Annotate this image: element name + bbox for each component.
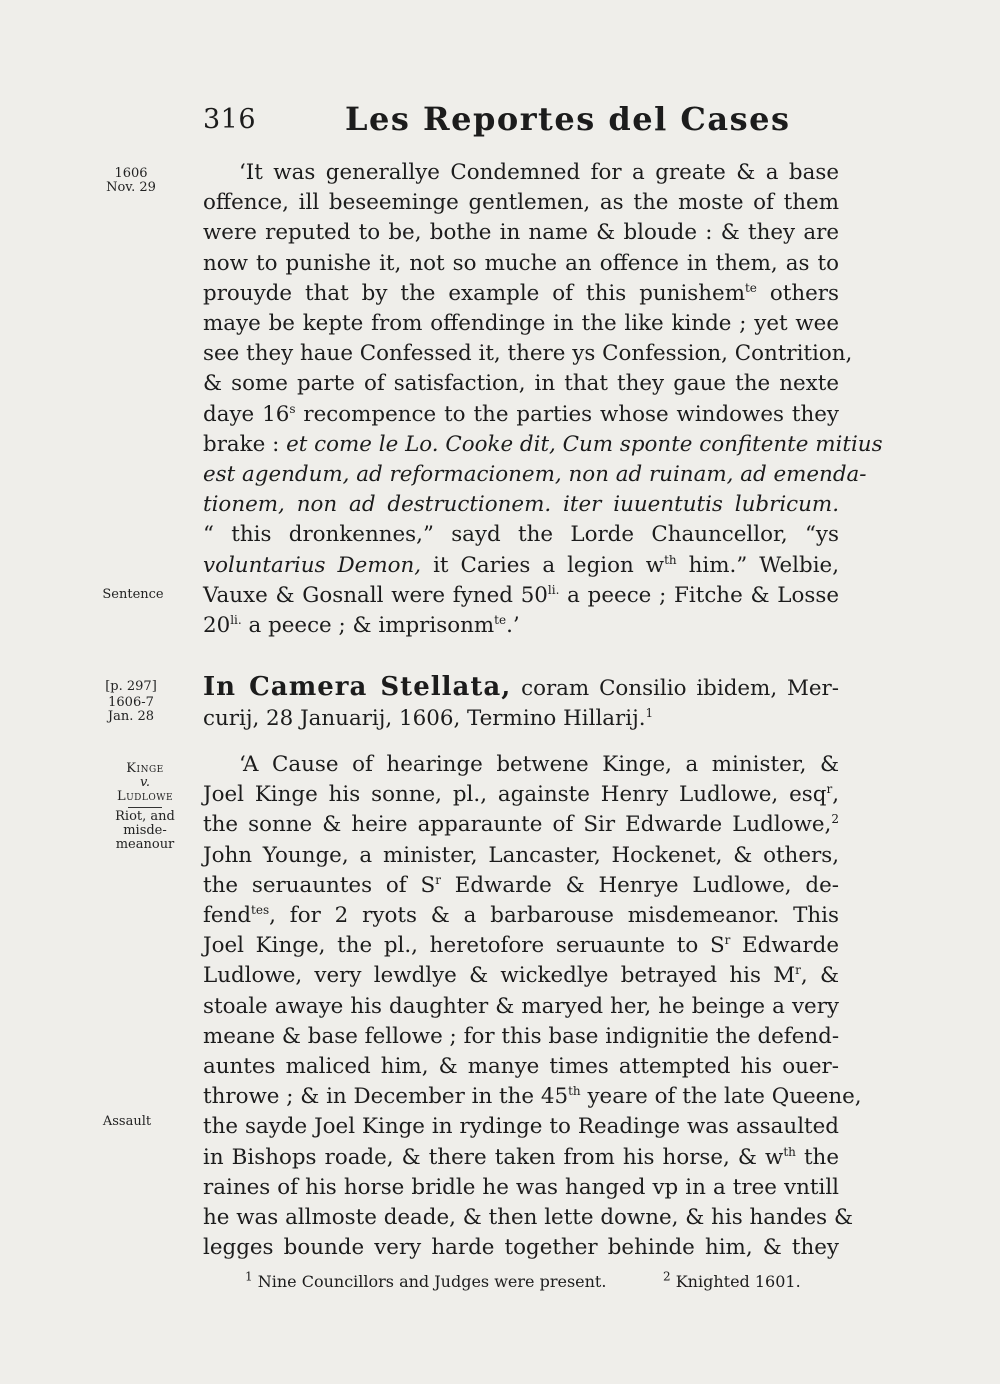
text-line: see they haue Confessed it, there ys Confession, Contrition, <box>203 341 853 367</box>
text-line: Joel Kinge, the pl., heretofore seruaunte to $S^r$ Edwarde <box>203 933 839 959</box>
margin-date-2 <box>86 680 176 724</box>
text-line: Joel Kinge his sonne, pl., againste Henry Ludlowe, esq$^r$, <box>203 782 839 808</box>
margin-assault-label: Assault <box>102 1114 152 1129</box>
text-line: now to punishe it, not so muche an offence in them, as to <box>203 250 839 276</box>
text-line: curij, 28 Januarij, 1606, Termino Hillarij.$^1$ <box>203 706 654 732</box>
text-line: John Younge, a minister, Lancaster, Hockenet, & others, <box>203 842 839 868</box>
text-line: maye be kepte from offendinge in the like kinde ; yet wee <box>203 311 839 337</box>
margin-year: 1606-7 <box>108 695 154 710</box>
text-line: $20^{li.}$ a peece ; & imprisonm$^{te}$.’ <box>203 612 520 639</box>
text-line: offence, ill beseeminge gentlemen, as the moste of them <box>203 190 839 216</box>
margin-topic: Riot, and <box>115 809 175 824</box>
text-line: legges bounde very harde together behinde him, & they <box>203 1235 839 1261</box>
paragraph-2 <box>203 750 862 1263</box>
text-line: “ this dronkennes,” sayd the Lorde Chauncellor, “ys <box>203 522 839 548</box>
paragraph-1 <box>203 158 883 641</box>
margin-assault <box>82 1115 172 1129</box>
margin-topic: meanour <box>115 837 175 852</box>
text-line: meane & base fellowe ; for this base indignitie the defend- <box>203 1023 840 1049</box>
text-line: the sonne & heire apparaunte of Sir Edwarde Ludlowe,$^2$ <box>203 812 839 838</box>
text-line: voluntarius Demon, it Caries a legion $w^{th}$ him.” Welbie, <box>203 552 840 578</box>
text-line: throwe ; & in December in the 45th yeare of the late Queene, <box>203 1084 862 1110</box>
text-line: he was allmoste deade, & then lette downe, & his handes & <box>203 1205 853 1231</box>
text-line: In Camera Stellata, coram Consilio ibidem, Mer- <box>203 672 839 702</box>
text-line: daye 16$^s$ recompence to the parties whose windowes they <box>203 401 839 427</box>
text-line: est agendum, ad reformacionem, non ad ruinam, ad emenda- <box>203 462 867 488</box>
margin-case-name <box>100 762 190 852</box>
text-line: auntes maliced him, & manye times attempted his ouer- <box>203 1054 839 1080</box>
margin-date-1 <box>86 167 176 195</box>
running-title: Les Reportes del Cases <box>345 100 791 138</box>
text-line: prouyde that by the example of this punishem$^{te}$ others <box>203 280 839 306</box>
margin-page-ref: [p. 297] <box>105 679 157 694</box>
text-line: ‘It was generallye Condemned for a greate & a base <box>239 160 839 185</box>
text-line: Vauxe & Gosnall were fyned $50^{li.}$ a peece ; Fitche & Losse <box>203 582 839 608</box>
footnote-2: $^2$ Knighted 1601. <box>663 1269 801 1291</box>
margin-plaintiff: Kinge <box>126 761 164 776</box>
margin-year: 1606 <box>114 166 148 181</box>
text-line: were reputed to be, bothe in name & bloude : & they are <box>203 220 839 246</box>
text-line: stoale awaye his daughter & maryed her, he beinge a very <box>203 993 839 1019</box>
margin-topic: misde- <box>123 823 167 838</box>
text-line: the sayde Joel Kinge in rydinge to Readinge was assaulted <box>203 1114 839 1140</box>
text-line: raines of his horse bridle he was hanged vp in a tree vntill <box>203 1174 839 1200</box>
section-title: In Camera Stellata, <box>203 672 512 702</box>
margin-day: Nov. 29 <box>106 180 156 195</box>
footnote-ref: 2 <box>831 812 839 827</box>
section-heading <box>203 672 839 734</box>
margin-versus: v. <box>140 775 150 790</box>
margin-defendant: Ludlowe <box>116 789 174 804</box>
text-line: ‘A Cause of hearinge betwene Kinge, a minister, & <box>239 752 839 777</box>
text-line: the seruauntes of $S^r$ Edwarde & Henrye Ludlowe, de- <box>203 872 839 898</box>
margin-sentence <box>88 588 178 602</box>
margin-rule <box>128 807 162 808</box>
text-line: in Bishops roade, & there taken from his horse, & $w^{th}$ the <box>203 1144 839 1170</box>
margin-sentence-label: Sentence <box>102 587 164 602</box>
text-line: fend$^{tes}$, for 2 ryots & a barbarouse misdemeanor. This <box>203 902 839 929</box>
footnote-ref: 1 <box>645 706 654 721</box>
text-line: brake : et come le Lo. Cooke dit, Cum sponte confitente mitius <box>203 431 883 457</box>
text-line: Ludlowe, very lewdlye & wickedlye betrayed his $M^r$, & <box>203 963 840 989</box>
footnote-1: $^1$ Nine Councillors and Judges were present. <box>245 1269 607 1291</box>
page-number: 316 <box>203 104 257 135</box>
text-line: & some parte of satisfaction, in that they gaue the nexte <box>203 371 839 397</box>
margin-day: Jan. 28 <box>107 709 155 724</box>
text-line: tionem, non ad destructionem. iter iuuentutis lubricum. <box>203 492 839 518</box>
